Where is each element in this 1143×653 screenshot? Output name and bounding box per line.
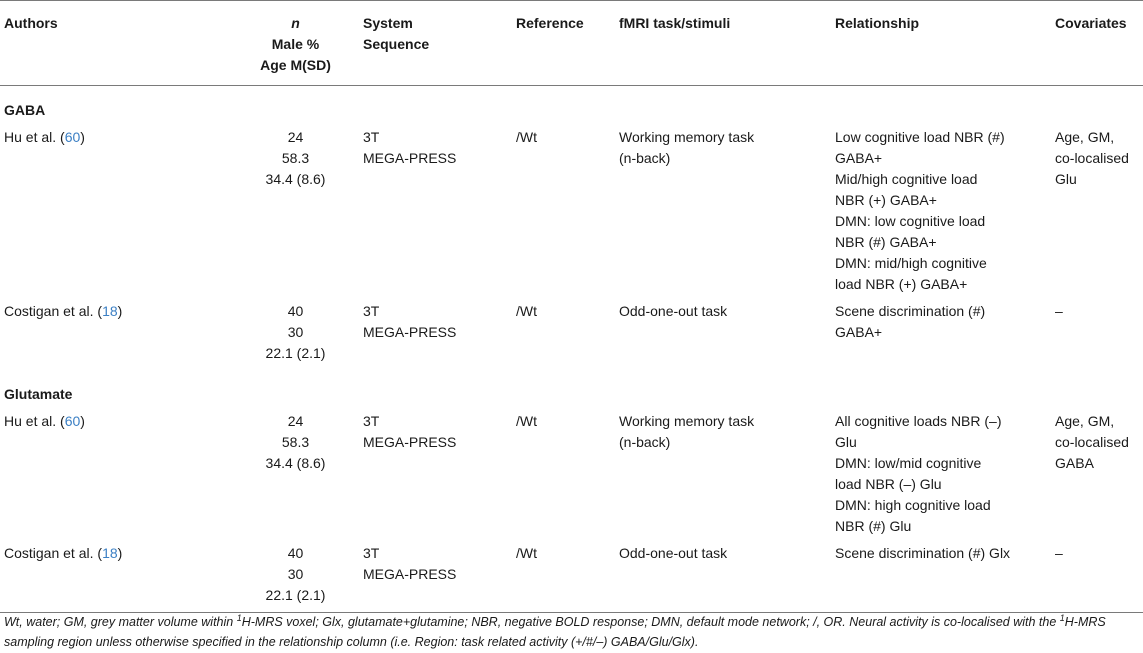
- cell-reference: /Wt: [516, 545, 537, 561]
- header-system-line2: Sequence: [363, 36, 430, 52]
- header-n-line3: Age M(SD): [260, 57, 331, 73]
- cell-author: [0, 301, 228, 370]
- section-row: [0, 370, 1143, 411]
- table-header: [0, 1, 1143, 86]
- cell-n: [228, 411, 363, 543]
- covariate-value: co-localised: [1055, 150, 1129, 166]
- relationship-value: Mid/high cognitive load: [835, 171, 978, 187]
- system-value: MEGA-PRESS: [363, 566, 457, 582]
- cell-system: [363, 301, 516, 370]
- table-row: [0, 543, 1143, 613]
- cell-fmri: [619, 301, 835, 370]
- fmri-value: Working memory task: [619, 129, 755, 145]
- footnote-part1: Wt, water; GM, grey matter volume within: [4, 615, 237, 629]
- table-footnote: [4, 612, 1140, 652]
- cell-reference: /Wt: [516, 413, 537, 429]
- relationship-value: DMN: low cognitive load: [835, 213, 986, 229]
- cell-reference: /Wt: [516, 303, 537, 319]
- footnote-sup1: 1: [236, 612, 242, 623]
- table-row: [0, 127, 1143, 301]
- covariate-value: Glu: [1055, 171, 1077, 187]
- author-name: Costigan et al. (: [4, 303, 103, 319]
- relationship-value: NBR (#) GABA+: [835, 234, 937, 250]
- cell-author: [0, 411, 228, 543]
- covariate-value: Age, GM,: [1055, 129, 1115, 145]
- relationship-value: GABA+: [835, 324, 883, 340]
- cell-covariates: [1055, 411, 1143, 543]
- system-value: MEGA-PRESS: [363, 324, 457, 340]
- fmri-value: (n-back): [619, 434, 671, 450]
- reference-link[interactable]: 60: [64, 413, 81, 429]
- cell-relationship: [835, 127, 1055, 301]
- n-value: 30: [287, 566, 304, 582]
- covariate-value: GABA: [1055, 455, 1094, 471]
- cell-fmri: [619, 127, 835, 301]
- table-row: [0, 301, 1143, 370]
- cell-relationship: [835, 543, 1055, 613]
- author-close: ): [117, 303, 123, 319]
- header-n: [228, 1, 363, 86]
- relationship-value: NBR (#) Glu: [835, 518, 912, 534]
- cell-relationship: [835, 301, 1055, 370]
- cell-author: [0, 127, 228, 301]
- header-reference: Reference: [516, 15, 584, 31]
- n-value: 30: [287, 324, 304, 340]
- system-value: MEGA-PRESS: [363, 434, 457, 450]
- header-system: [363, 1, 516, 86]
- relationship-value: DMN: low/mid cognitive: [835, 455, 982, 471]
- covariate-value: –: [1055, 303, 1063, 319]
- header-fmri: fMRI task/stimuli: [619, 15, 731, 31]
- covariate-value: Age, GM,: [1055, 413, 1115, 429]
- table-row: [0, 411, 1143, 543]
- covariate-value: –: [1055, 545, 1063, 561]
- system-value: 3T: [363, 413, 380, 429]
- relationship-value: Low cognitive load NBR (#): [835, 129, 1005, 145]
- table-body: [0, 86, 1143, 613]
- header-authors: Authors: [4, 15, 58, 31]
- relationship-value: GABA+: [835, 150, 883, 166]
- relationship-value: NBR (+) GABA+: [835, 192, 937, 208]
- author-close: ): [80, 129, 85, 145]
- fmri-value: (n-back): [619, 150, 671, 166]
- footnote-sup2: 1: [1059, 612, 1065, 623]
- relationship-value: load NBR (–) Glu: [835, 476, 942, 492]
- relationship-value: Scene discrimination (#): [835, 303, 986, 319]
- relationship-value: Scene discrimination (#) Glx: [835, 545, 1011, 561]
- fmri-value: Odd-one-out task: [619, 303, 728, 319]
- cell-relationship: [835, 411, 1055, 543]
- footnote-part2: H-MRS voxel; Glx, glutamate+glutamine; NBR, negative BOLD response; DMN, default mode network; /, OR. Neural activity is co-localised with the: [241, 615, 1060, 629]
- system-value: 3T: [363, 129, 380, 145]
- reference-link[interactable]: 60: [64, 129, 81, 145]
- author-close: ): [117, 545, 123, 561]
- cell-covariates: [1055, 301, 1143, 370]
- cell-n: [228, 301, 363, 370]
- n-value: 34.4 (8.6): [265, 455, 326, 471]
- header-covariates: Covariates: [1055, 15, 1127, 31]
- author-close: ): [80, 413, 85, 429]
- author-name: Hu et al. (: [4, 413, 65, 429]
- reference-link[interactable]: 18: [102, 545, 118, 561]
- cell-n: [228, 127, 363, 301]
- n-value: 58.3: [281, 150, 310, 166]
- n-value: 58.3: [281, 434, 310, 450]
- n-value: 40: [287, 545, 304, 561]
- fmri-value: Working memory task: [619, 413, 755, 429]
- cell-author: [0, 543, 228, 613]
- fmri-value: Odd-one-out task: [619, 545, 728, 561]
- relationship-value: DMN: high cognitive load: [835, 497, 991, 513]
- section-title: GABA: [4, 102, 46, 118]
- system-value: MEGA-PRESS: [363, 150, 457, 166]
- cell-covariates: [1055, 543, 1143, 613]
- section-title: Glutamate: [4, 386, 73, 402]
- header-system-line1: System: [363, 15, 413, 31]
- section-row: [0, 86, 1143, 128]
- author-name: Hu et al. (: [4, 129, 65, 145]
- relationship-value: load NBR (+) GABA+: [835, 276, 968, 292]
- cell-fmri: [619, 543, 835, 613]
- relationship-value: Glu: [835, 434, 857, 450]
- header-n-line2: Male %: [271, 36, 320, 52]
- author-name: Costigan et al. (: [4, 545, 103, 561]
- cell-n: [228, 543, 363, 613]
- cell-system: [363, 127, 516, 301]
- n-value: 34.4 (8.6): [265, 171, 326, 187]
- header-relationship: Relationship: [835, 15, 920, 31]
- header-n-line1: n: [291, 15, 300, 31]
- system-value: 3T: [363, 303, 380, 319]
- cell-fmri: [619, 411, 835, 543]
- covariate-value: co-localised: [1055, 434, 1129, 450]
- cell-system: [363, 543, 516, 613]
- relationship-value: All cognitive loads NBR (–): [835, 413, 1002, 429]
- n-value: 40: [287, 303, 304, 319]
- cell-covariates: [1055, 127, 1143, 301]
- n-value: 22.1 (2.1): [265, 587, 326, 603]
- reference-link[interactable]: 18: [102, 303, 118, 319]
- n-value: 24: [287, 129, 304, 145]
- system-value: 3T: [363, 545, 380, 561]
- n-value: 24: [287, 413, 304, 429]
- cell-reference: /Wt: [516, 129, 537, 145]
- cell-system: [363, 411, 516, 543]
- n-value: 22.1 (2.1): [265, 345, 326, 361]
- relationship-value: DMN: mid/high cognitive: [835, 255, 987, 271]
- footnote-part3: H-MRS sampling region unless otherwise specified in the relationship column (i.e. Region: task related activity (+/#/–) GABA/Glu/Glx).: [4, 615, 1106, 649]
